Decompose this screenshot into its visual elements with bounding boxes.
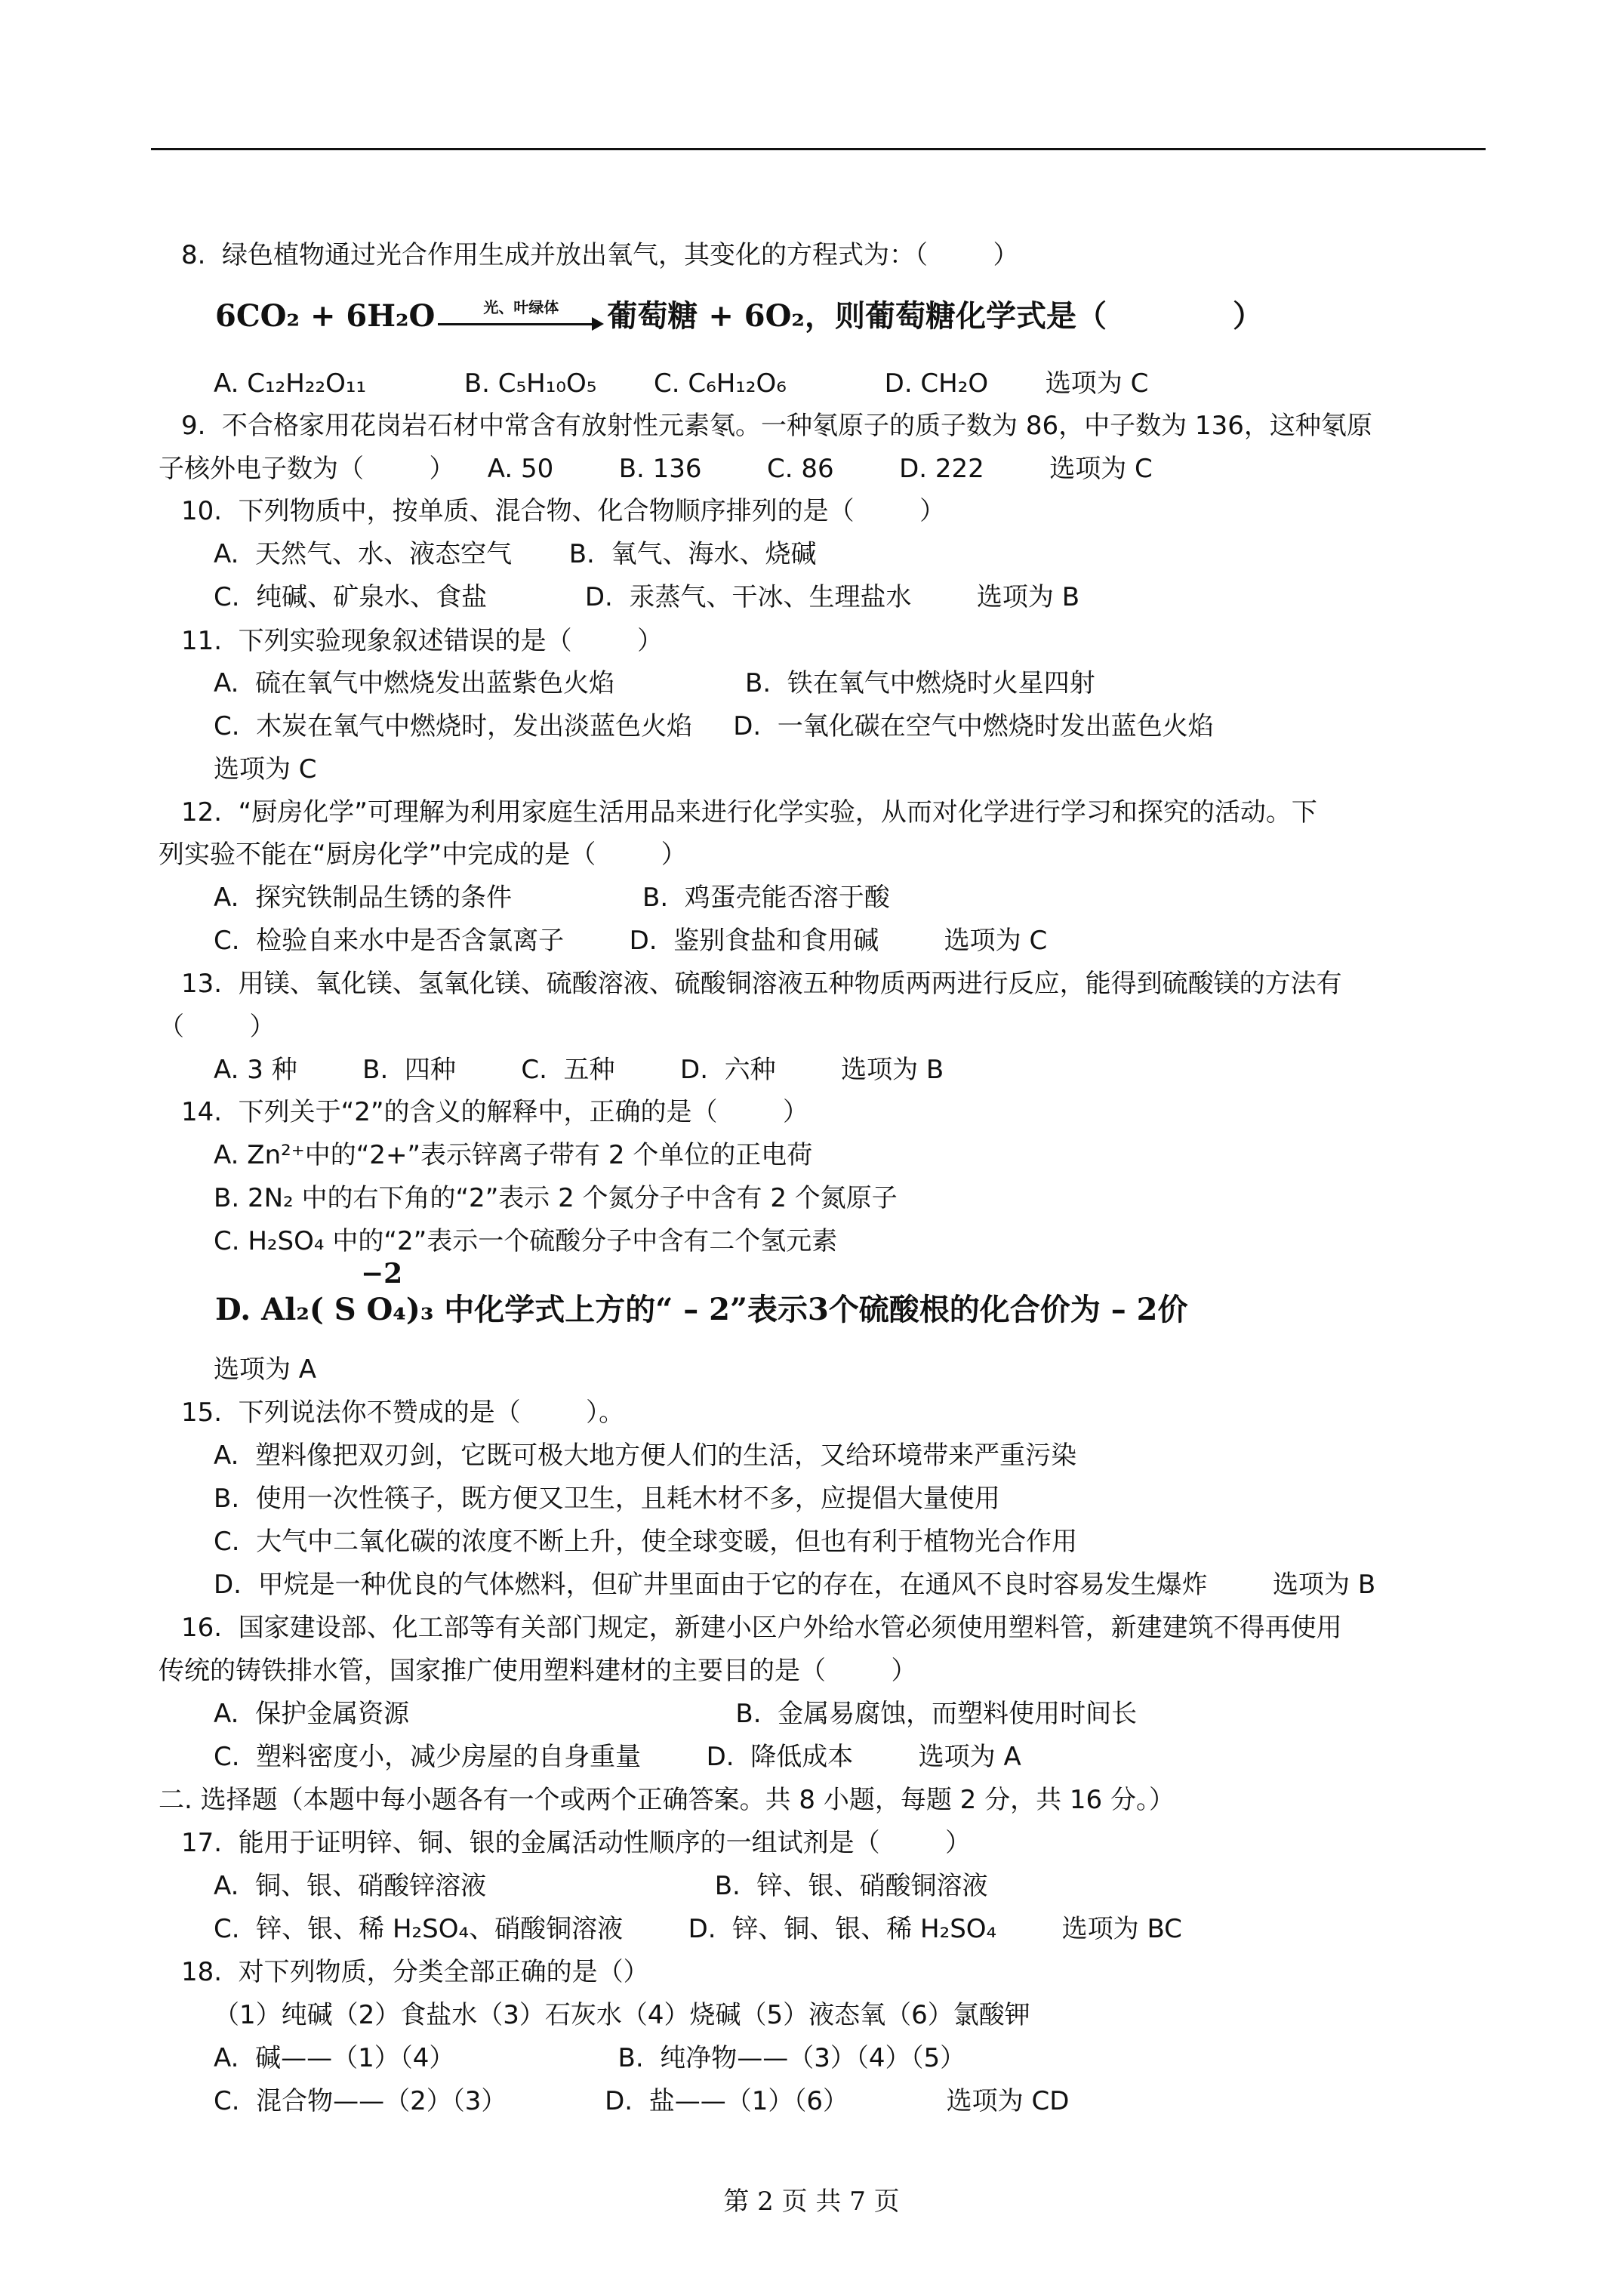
equation-left: 6CO₂ + 6H₂O bbox=[215, 298, 436, 334]
q14-answer: 选项为 A bbox=[214, 1354, 317, 1385]
q12-line2: 列实验不能在“厨房化学”中完成的是（ ） bbox=[159, 840, 687, 870]
q18-stem: 18. 对下列物质，分类全部正确的是（） bbox=[181, 1957, 649, 1987]
q15-option-b: B. 使用一次性筷子，既方便又卫生，且耗木材不多，应提倡大量使用 bbox=[214, 1484, 1000, 1514]
q15-stem: 15. 下列说法你不赞成的是（ ）。 bbox=[181, 1398, 625, 1428]
q14-option-d: D. Al₂( S O₄)₃ 中化学式上方的“ – 2”表示3个硫酸根的化合价为 – 2价 bbox=[215, 1292, 1188, 1327]
reaction-condition: 光、叶绿体 bbox=[483, 298, 559, 316]
q8-stem: 8. 绿色植物通过光合作用生成并放出氧气，其变化的方程式为：（ ） bbox=[181, 240, 1019, 270]
q14-option-a: A. Zn²⁺中的“2+”表示锌离子带有 2 个单位的正电荷 bbox=[214, 1140, 813, 1170]
q14-option-c: C. H₂SO₄ 中的“2”表示一个硫酸分子中含有二个氢元素 bbox=[214, 1226, 838, 1256]
q17-options-ab: A. 铜、银、硝酸锌溶液 B. 锌、银、硝酸铜溶液 bbox=[214, 1871, 988, 1901]
q11-options-cd: C. 木炭在氧气中燃烧时，发出淡蓝色火焰 D. 一氧化碳在空气中燃烧时发出蓝色火焰 bbox=[214, 711, 1214, 741]
section-2-heading: 二. 选择题（本题中每小题各有一个或两个正确答案。共 8 小题，每题 2 分，共 16 分。） bbox=[159, 1785, 1175, 1815]
q15-option-d: D. 甲烷是一种优良的气体燃料，但矿井里面由于它的存在，在通风不良时容易发生爆炸 选项为 B bbox=[214, 1570, 1376, 1600]
q9-line2: 子核外电子数为（ ） A. 50 B. 136 C. 86 D. 222 选项为 C bbox=[159, 454, 1153, 484]
q15-option-c: C. 大气中二氧化碳的浓度不断上升，使全球变暖，但也有利于植物光合作用 bbox=[214, 1527, 1078, 1557]
q12-options-ab: A. 探究铁制品生锈的条件 B. 鸡蛋壳能否溶于酸 bbox=[214, 883, 890, 913]
q10-options-cd: C. 纯碱、矿泉水、食盐 D. 汞蒸气、干冰、生理盐水 选项为 B bbox=[214, 582, 1080, 612]
equation-right: 葡萄糖 + 6O₂，则葡萄糖化学式是（ ） bbox=[607, 298, 1264, 334]
q12-line1: 12. “厨房化学”可理解为利用家庭生活用品来进行化学实验，从而对化学进行学习和探究的活动。下 bbox=[181, 797, 1317, 827]
q9-line1: 9. 不合格家用花岗岩石材中常含有放射性元素氡。一种氡原子的质子数为 86，中子数为 136，这种氡原 bbox=[181, 411, 1372, 441]
q17-options-cd: C. 锌、银、稀 H₂SO₄、硝酸铜溶液 D. 锌、铜、银、稀 H₂SO₄ 选项为 BC bbox=[214, 1914, 1182, 1944]
page-number: 第 2 页 共 7 页 bbox=[723, 2187, 900, 2217]
q10-options-ab: A. 天然气、水、液态空气 B. 氧气、海水、烧碱 bbox=[214, 539, 817, 569]
q11-stem: 11. 下列实验现象叙述错误的是（ ） bbox=[181, 626, 664, 656]
q13-options: A. 3 种 B. 四种 C. 五种 D. 六种 选项为 B bbox=[214, 1055, 944, 1085]
q11-answer: 选项为 C bbox=[214, 754, 317, 784]
q14-option-b: B. 2N₂ 中的右下角的“2”表示 2 个氮分子中含有 2 个氮原子 bbox=[214, 1183, 898, 1213]
header-rule bbox=[151, 148, 1486, 150]
q11-options-ab: A. 硫在氧气中燃烧发出蓝紫色火焰 B. 铁在氧气中燃烧时火星四射 bbox=[214, 668, 1095, 698]
q12-options-cd: C. 检验自来水中是否含氯离子 D. 鉴别食盐和食用碱 选项为 C bbox=[214, 926, 1048, 956]
q16-options-cd: C. 塑料密度小，减少房屋的自身重量 D. 降低成本 选项为 A bbox=[214, 1742, 1021, 1772]
q13-line2: （ ） bbox=[159, 1012, 276, 1042]
q14-stem: 14. 下列关于“2”的含义的解释中，正确的是（ ） bbox=[181, 1097, 809, 1127]
q13-line1: 13. 用镁、氧化镁、氢氧化镁、硫酸溶液、硫酸铜溶液五种物质两两进行反应，能得到硫酸镁的方法有 bbox=[181, 969, 1342, 999]
q17-stem: 17. 能用于证明锌、铜、银的金属活动性顺序的一组试剂是（ ） bbox=[181, 1828, 972, 1858]
q16-options-ab: A. 保护金属资源 B. 金属易腐蚀，而塑料使用时间长 bbox=[214, 1699, 1138, 1729]
q15-option-a: A. 塑料像把双刃剑，它既可极大地方便人们的生活，又给环境带来严重污染 bbox=[214, 1441, 1077, 1471]
q18-items: （1）纯碱（2）食盐水（3）石灰水（4）烧碱（5）液态氧（6）氯酸钾 bbox=[214, 2000, 1030, 2030]
q14-valence-mark: −2 bbox=[361, 1258, 403, 1290]
q16-line2: 传统的铸铁排水管，国家推广使用塑料建材的主要目的是（ ） bbox=[159, 1656, 917, 1686]
q8-equation bbox=[215, 299, 1263, 334]
reaction-arrow bbox=[438, 298, 604, 334]
q8-options: A. C₁₂H₂₂O₁₁ B. C₅H₁₀O₅ C. C₆H₁₂O₆ D. CH₂O 选项为 C bbox=[214, 368, 1149, 399]
q18-options-ab: A. 碱——（1）（4） B. 纯净物——（3）（4）（5） bbox=[214, 2043, 966, 2073]
q16-line1: 16. 国家建设部、化工部等有关部门规定，新建小区户外给水管必须使用塑料管，新建建筑不得再使用 bbox=[181, 1613, 1342, 1643]
q18-options-cd: C. 混合物——（2）（3） D. 盐——（1）（6） 选项为 CD bbox=[214, 2086, 1070, 2116]
q10-stem: 10. 下列物质中，按单质、混合物、化合物顺序排列的是（ ） bbox=[181, 496, 946, 526]
